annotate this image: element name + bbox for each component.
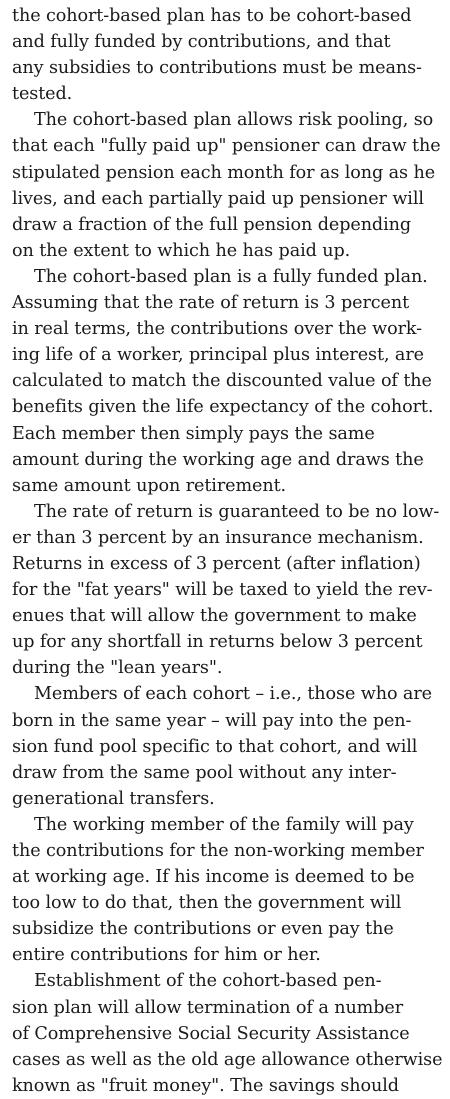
text-line: sion fund pool specific to that cohort, and will — [12, 736, 418, 757]
text-line: same amount upon retirement. — [12, 475, 287, 496]
paragraph-risk-pooling — [12, 107, 442, 264]
text-line: Members of each cohort – i.e., those who are — [34, 684, 432, 705]
text-line: lives, and each partially paid up pensioner will — [12, 188, 424, 209]
text-line: the contributions for the non-working member — [12, 841, 424, 861]
text-line: Establishment of the cohort-based pen- — [34, 971, 382, 992]
text-line: the cohort-based plan has to be cohort-based — [12, 6, 412, 26]
text-line: up for any shortfall in returns below 3 percent — [12, 632, 423, 653]
text-line: entire contributions for him or her. — [12, 945, 321, 966]
text-line: cases as well as the old age allowance otherwise — [12, 1049, 443, 1070]
text-line: calculated to match the discounted value of the — [12, 371, 432, 392]
text-line: The cohort-based plan is a fully funded plan. — [34, 266, 428, 287]
paragraph-working-member — [12, 812, 442, 969]
article-text-column — [12, 3, 442, 1099]
text-line: draw a fraction of the full pension depending — [12, 214, 412, 235]
text-line: The working member of the family will pay — [34, 814, 414, 835]
text-line: tested. — [12, 84, 73, 105]
text-line: ing life of a worker, principal plus interest, are — [12, 345, 424, 366]
text-line: that each "fully paid up" pensioner can draw the — [12, 136, 441, 157]
text-line: for the "fat years" will be taxed to yield the rev- — [12, 580, 433, 601]
text-line: Assuming that the rate of return is 3 percent — [12, 293, 410, 314]
text-line: of Comprehensive Social Security Assistance — [12, 1023, 410, 1044]
paragraph-fully-funded — [12, 264, 442, 499]
text-line: The cohort-based plan allows risk pooling, so — [34, 110, 434, 131]
text-line: generational transfers. — [12, 788, 215, 809]
paragraph-rate-guarantee — [12, 499, 442, 682]
text-line: born in the same year – will pay into the pen- — [12, 710, 412, 731]
text-line: too low to do that, then the government will — [12, 893, 402, 914]
text-line: benefits given the life expectancy of the cohort. — [12, 397, 434, 418]
text-line: sion plan will allow termination of a number — [12, 997, 404, 1018]
text-line: known as "fruit money". The savings should — [12, 1075, 399, 1096]
paragraph-establishment — [12, 968, 442, 1098]
text-line: subsidize the contributions or even pay the — [12, 919, 394, 940]
text-line: draw from the same pool without any inter- — [12, 762, 397, 783]
text-line: stipulated pension each month for as long as he — [12, 162, 436, 183]
text-line: in real terms, the contributions over the work- — [12, 319, 423, 340]
text-line: during the "lean years". — [12, 658, 223, 679]
text-line: on the extent to which he has paid up. — [12, 240, 351, 261]
text-line: amount during the working age and draws the — [12, 449, 424, 470]
text-line: enues that will allow the government to make — [12, 606, 417, 627]
paragraph-funding-requirements — [12, 3, 442, 107]
text-line: at working age. If his income is deemed to be — [12, 867, 415, 888]
text-line: er than 3 percent by an insurance mechanism. — [12, 527, 424, 548]
paragraph-cohort-members — [12, 681, 442, 811]
text-line: The rate of return is guaranteed to be no low- — [34, 501, 440, 522]
text-line: any subsidies to contributions must be means- — [12, 58, 422, 79]
text-line: Returns in excess of 3 percent (after inflation) — [12, 553, 421, 574]
text-line: and fully funded by contributions, and that — [12, 32, 391, 53]
text-line: Each member then simply pays the same — [12, 423, 375, 444]
